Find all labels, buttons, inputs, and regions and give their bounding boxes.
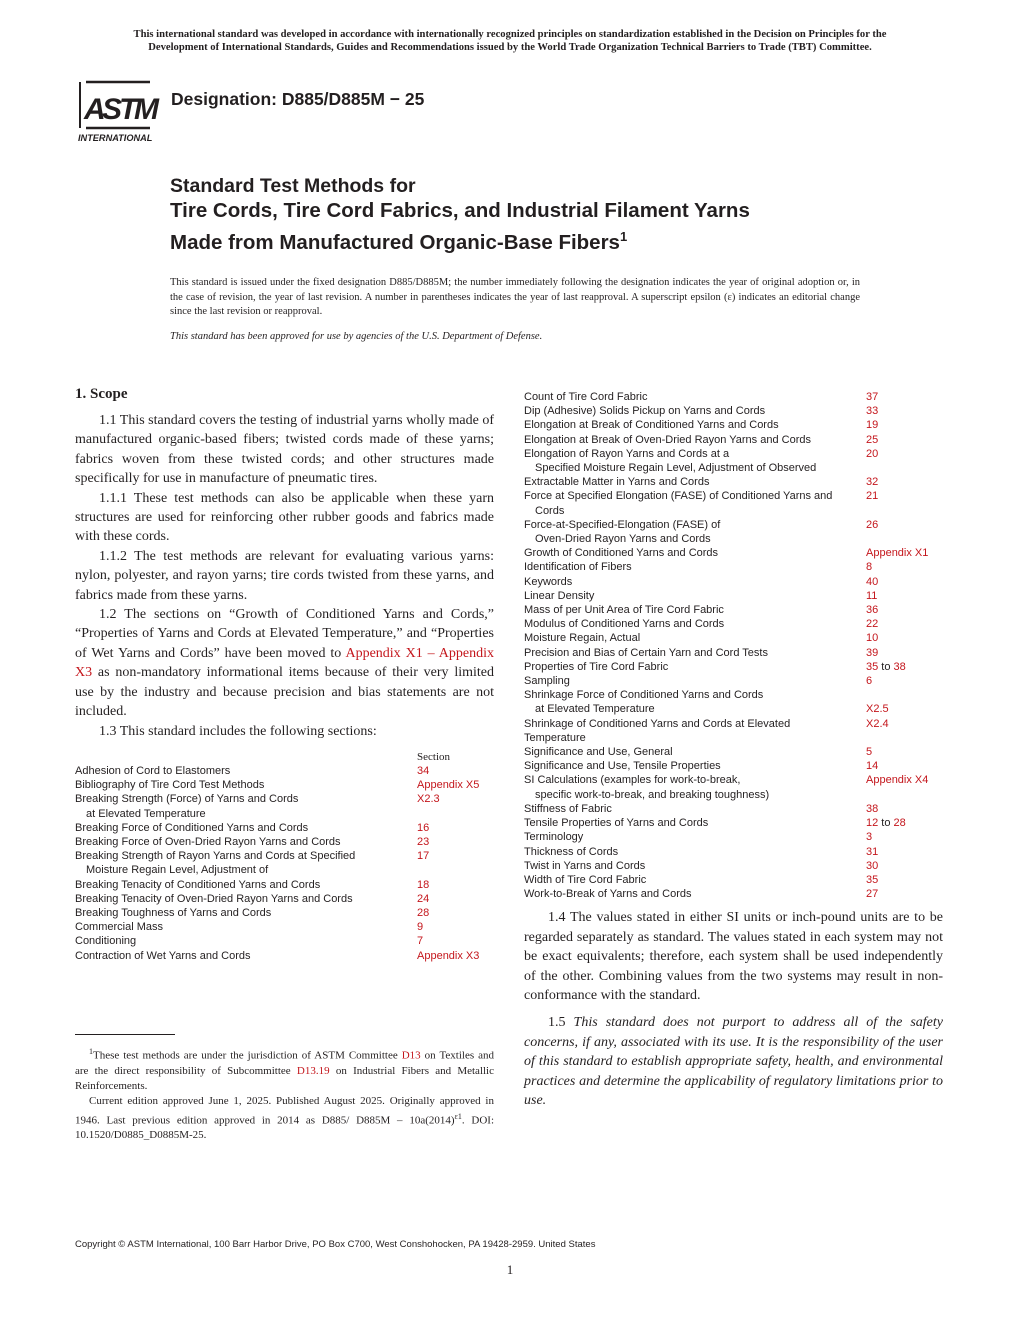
section-name-text: Breaking Toughness of Yarns and Cords [75, 906, 272, 919]
section-link[interactable]: 19 [866, 419, 879, 432]
section-link[interactable]: 30 [866, 859, 879, 872]
scope-heading: 1. Scope [75, 386, 128, 402]
section-ref [866, 518, 878, 546]
wto-notice-line2: Development of International Standards, Guides and Recommendations issued by the World Trade Organization Technical Barriers to Trade (TBT) Committee. [148, 42, 872, 53]
section-name [524, 688, 866, 716]
section-link[interactable]: 23 [417, 835, 430, 848]
section-name-text: Growth of Conditioned Yarns and Cords [524, 547, 719, 560]
section-name-text: Significance and Use, Tensile Properties [524, 760, 721, 773]
section-name-text: Twist in Yarns and Cords [524, 859, 646, 872]
section-link[interactable]: 17 [417, 850, 430, 863]
section-row [524, 433, 943, 447]
section-name [75, 920, 417, 934]
section-name-text: Breaking Strength (Force) of Yarns and Cords [75, 793, 299, 806]
section-name [75, 835, 417, 849]
section-name [524, 646, 866, 660]
section-name [75, 892, 417, 906]
section-range-word: to [878, 817, 894, 830]
section-row [75, 892, 494, 906]
section-name [75, 764, 417, 778]
section-ref [866, 433, 878, 447]
footnote-1 [75, 1044, 494, 1094]
section-link[interactable]: 28 [417, 906, 430, 919]
section-name [75, 949, 417, 963]
section-link[interactable]: 39 [866, 646, 879, 659]
section-ref [866, 404, 878, 418]
para-1-2 [75, 605, 494, 721]
section-ref [417, 778, 479, 792]
section-name-continuation: at Elevated Temperature [535, 703, 655, 716]
section-name-text: Keywords [524, 575, 573, 588]
section-name-text: Breaking Force of Conditioned Yarns and Cords [75, 821, 309, 834]
section-name [75, 934, 417, 948]
section-row [75, 934, 494, 948]
section-ref [866, 873, 878, 887]
section-ref [866, 660, 906, 674]
section-row [524, 390, 943, 404]
section-ref [866, 845, 878, 859]
section-row [524, 688, 943, 716]
section-row [524, 816, 943, 830]
section-link[interactable]: 5 [866, 746, 873, 759]
section-name-text: Moisture Regain, Actual [524, 632, 641, 645]
section-name [524, 560, 866, 574]
section-name [524, 433, 866, 447]
para-1-2-text-b: as non-mandatory informational items because of their very limited use by the industry and because precision and bias statements are not included. [75, 665, 494, 720]
para-1-3: 1.3 This standard includes the following sections: [99, 723, 377, 739]
section-name-text: Breaking Force of Oven-Dried Rayon Yarns and Cords [75, 835, 341, 848]
section-name-text: Commercial Mass [75, 921, 164, 934]
section-link[interactable]: 14 [866, 760, 879, 773]
section-name-text: Properties of Tire Cord Fabric [524, 660, 669, 673]
section-name [524, 887, 866, 901]
issuance-note: This standard is issued under the fixed designation D885/D885M; the number immediately following the designation indicates the year of original adoption or, in the case of revision, the year of last revision. A number in parentheses indicates the year of last reapproval. A superscript epsilon (ε) indicates an editorial change since the last revision or reapproval. [170, 277, 860, 318]
section-name-text: Extractable Matter in Yarns and Cords [524, 476, 710, 489]
footnote-1-text-c: on Industrial Fibers and Metallic Reinforcements. [75, 1064, 494, 1092]
section-ref [866, 759, 878, 773]
wto-notice-line1: This international standard was developed in accordance with internationally recognized principles on standardization established in the Decision on Principles for the [133, 29, 887, 40]
section-link[interactable]: 33 [866, 405, 879, 418]
section-name-text: Adhesion of Cord to Elastomers [75, 764, 231, 777]
footnote-2 [75, 1094, 494, 1144]
section-name-text: Conditioning [75, 935, 137, 948]
section-name [524, 390, 866, 404]
section-link[interactable]: Appendix X3 [417, 949, 480, 962]
section-name [524, 631, 866, 645]
section-name-text: Mass of per Unit Area of Tire Cord Fabric [524, 604, 724, 617]
section-row [75, 792, 494, 820]
section-name-continuation: at Elevated Temperature [86, 807, 206, 820]
section-link[interactable]: 27 [866, 888, 879, 901]
section-ref [866, 802, 878, 816]
section-ref [866, 830, 872, 844]
para-1-4: 1.4 The values stated in either SI units or inch-pound units are to be regarded separately as standard. The values stated in each system may not be exact equivalents; therefore, each system shall be used independently of the other. Combining values from the two systems may result in non-conformance with the standard. [524, 910, 943, 1003]
section-name-text: SI Calculations (examples for work-to-break, [524, 774, 741, 787]
section-link[interactable]: 38 [893, 660, 906, 673]
section-name [524, 447, 866, 475]
footnotes [75, 1044, 494, 1143]
section-row [524, 674, 943, 688]
logo-letter-t: T [119, 93, 138, 126]
section-ref [866, 688, 889, 716]
page-number: 1 [506, 1262, 514, 1277]
section-name-text: Sampling [524, 675, 570, 688]
logo-letter-a: A [84, 93, 106, 126]
section-ref [866, 447, 878, 475]
section-link[interactable]: 38 [866, 802, 879, 815]
footnote-2-text-a: Current edition approved June 1, 2025. Published August 2025. Originally approved in 1946. Last previous edition approved in 2014 as D885/ D885M – 10a(2014) [75, 1094, 494, 1127]
section-ref [417, 934, 423, 948]
para-1-1-2: 1.1.2 The test methods are relevant for evaluating various yarns: nylon, polyester, and rayon yarns; tire cords twisted from these yarns, and fabrics made from these yarns. [75, 548, 494, 603]
section-row [524, 617, 943, 631]
section-name-text: Shrinkage of Conditioned Yarns and Cords at Elevated [524, 717, 791, 730]
section-row [524, 518, 943, 546]
section-ref [866, 646, 878, 660]
section-link[interactable]: X2.3 [417, 793, 440, 806]
section-row [524, 759, 943, 773]
section-ref [866, 418, 878, 432]
section-name-continuation: specific work-to-break, and breaking toughness) [535, 788, 770, 801]
section-name [524, 759, 866, 773]
section-ref [866, 617, 878, 631]
section-name [524, 845, 866, 859]
section-row [524, 404, 943, 418]
section-name-text: Elongation of Rayon Yarns and Cords at a [524, 447, 730, 460]
section-ref [417, 906, 429, 920]
section-name-text: Force-at-Specified-Elongation (FASE) of [524, 518, 721, 531]
section-row [524, 717, 943, 745]
section-name [524, 546, 866, 560]
section-name-text: Breaking Strength of Rayon Yarns and Cords at Specified [75, 850, 356, 863]
section-link[interactable]: 34 [417, 764, 430, 777]
section-name-text: Tensile Properties of Yarns and Cords [524, 817, 709, 830]
logo-word: INTERNATIONAL [78, 133, 153, 143]
section-row [524, 603, 943, 617]
copyright: Copyright © ASTM International, 100 Barr Harbor Drive, PO Box C700, West Conshohocken, PA 19428-2959. United States [75, 1239, 596, 1250]
section-link[interactable]: 37 [866, 391, 879, 403]
section-link[interactable]: 3 [866, 831, 873, 844]
para-1-2-text-a: 1.2 The sections on “Growth of Conditioned Yarns and Cords,” “Properties of Yarns and Cords at Elevated Temperature,” and “Properties of Wet Yarns and Cords” have been moved to [75, 607, 494, 661]
section-link[interactable]: 11 [866, 589, 878, 602]
section-name [75, 778, 417, 792]
section-name [524, 617, 866, 631]
section-name-continuation: Temperature [524, 731, 586, 744]
section-ref [866, 717, 889, 745]
section-name [524, 830, 866, 844]
document-title [170, 174, 950, 256]
section-name [524, 873, 866, 887]
footnote-1-mark: 1 [89, 1047, 93, 1056]
section-row [524, 418, 943, 432]
section-link[interactable]: 9 [417, 921, 424, 934]
section-name [75, 849, 417, 877]
section-ref [866, 575, 878, 589]
section-name [524, 802, 866, 816]
section-name-text: Identification of Fibers [524, 561, 632, 574]
section-name-text: Work-to-Break of Yarns and Cords [524, 888, 692, 901]
section-link[interactable]: 32 [866, 476, 879, 489]
para-1-1-1: 1.1.1 These test methods can also be applicable when these yarn structures are used for reinforcing other rubber goods and fabrics made with these cords. [75, 490, 494, 545]
section-link[interactable]: 36 [866, 604, 879, 617]
section-ref [866, 887, 878, 901]
section-name-text: Dip (Adhesive) Solids Pickup on Yarns and Cords [524, 405, 766, 418]
section-row [524, 859, 943, 873]
section-name [524, 404, 866, 418]
section-name-continuation: Cords [535, 504, 565, 517]
section-name-text: Precision and Bias of Certain Yarn and Cord Tests [524, 646, 768, 659]
section-row [524, 589, 943, 603]
section-row [524, 489, 943, 517]
section-link[interactable]: X2.5 [866, 703, 889, 716]
section-ref [417, 764, 429, 778]
section-row [75, 764, 494, 778]
section-link[interactable]: 20 [866, 447, 879, 460]
section-link[interactable]: 22 [866, 618, 879, 631]
section-name-text: Linear Density [524, 589, 595, 602]
section-name-text: Shrinkage Force of Conditioned Yarns and Cords [524, 689, 764, 702]
astm-logo [76, 74, 160, 146]
section-ref [417, 878, 429, 892]
section-row [524, 575, 943, 589]
section-name-continuation: Oven-Dried Rayon Yarns and Cords [535, 533, 711, 546]
section-row [75, 849, 494, 877]
section-name-text: Width of Tire Cord Fabric [524, 873, 647, 886]
section-row [524, 660, 943, 674]
section-ref [417, 920, 423, 934]
logo-letter-s: S [102, 93, 123, 126]
section-ref [417, 835, 429, 849]
subcommittee-link[interactable]: D13.19 [296, 1064, 330, 1077]
section-ref [866, 489, 878, 517]
section-name [524, 489, 866, 517]
section-ref [866, 631, 878, 645]
section-link[interactable]: 7 [417, 935, 424, 948]
section-name [524, 773, 866, 801]
section-name [524, 859, 866, 873]
section-list-left [75, 764, 494, 963]
section-row [524, 802, 943, 816]
section-name [524, 575, 866, 589]
section-row [75, 878, 494, 892]
section-link[interactable]: 12 [866, 817, 879, 830]
section-link[interactable]: 21 [866, 490, 879, 503]
section-ref [866, 475, 878, 489]
section-ref [866, 674, 872, 688]
section-row [75, 906, 494, 920]
section-ref [866, 589, 877, 603]
para-1-5-text: This standard does not purport to address all of the safety concerns, if any, associated with its use. It is the responsibility of the user of this standard to establish appropriate safety, health, and environmental practices and determine the applicability of regulatory limitations prior to use. [524, 1015, 944, 1108]
committee-link[interactable]: D13 [401, 1049, 421, 1062]
section-link[interactable]: 35 [866, 660, 879, 673]
section-name [524, 603, 866, 617]
section-name-text: Force at Specified Elongation (FASE) of Conditioned Yarns and [524, 490, 833, 503]
section-name [524, 745, 866, 759]
section-row [524, 546, 943, 560]
footnote-1-text-b: on Textiles and are the direct responsibility of Subcommittee [75, 1049, 494, 1077]
section-row [524, 845, 943, 859]
section-row [75, 821, 494, 835]
section-link[interactable]: 28 [893, 817, 906, 830]
section-link[interactable]: 24 [417, 892, 430, 905]
logo-letter-m: M [134, 93, 159, 126]
section-ref [417, 821, 429, 835]
title-line3-text: Made from Manufactured Organic-Base Fibers [170, 230, 620, 254]
section-list-right [524, 390, 943, 901]
section-name [524, 518, 866, 546]
section-link[interactable]: 26 [866, 518, 879, 531]
section-ref [866, 773, 928, 801]
section-name-continuation: Moisture Regain Level, Adjustment of [86, 864, 269, 877]
section-row [75, 920, 494, 934]
footnote-2-sup: ε1 [454, 1111, 462, 1121]
section-name-text: Elongation at Break of Conditioned Yarns and Cords [524, 419, 779, 432]
para-1-1: 1.1 This standard covers the testing of industrial yarns wholly made of manufactured organic-based fibers; twisted cords made of these yarns; fabrics woven from these twisted cords; and other structures made specifically for use in manufacture of pneumatic tires. [75, 413, 494, 487]
section-link[interactable]: 31 [866, 845, 879, 858]
section-row [75, 835, 494, 849]
right-column [524, 390, 943, 1110]
section-name-text: Significance and Use, General [524, 746, 673, 759]
para-1-5-num: 1.5 [548, 1015, 574, 1031]
footnote-2-text-b: . DOI: 10.1520/D0885_D0885M-25. [75, 1114, 495, 1142]
section-ref [866, 603, 878, 617]
section-name [524, 717, 866, 745]
section-name-text: Elongation at Break of Oven-Dried Rayon Yarns and Cords [524, 433, 811, 446]
section-name [524, 418, 866, 432]
section-link[interactable]: 35 [866, 873, 879, 886]
section-name [75, 878, 417, 892]
section-name [524, 589, 866, 603]
section-ref [417, 849, 429, 877]
section-name-text: Stiffness of Fabric [524, 802, 612, 815]
section-link[interactable]: Appendix X4 [866, 774, 929, 787]
section-name-text: Breaking Tenacity of Conditioned Yarns and Cords [75, 878, 321, 891]
section-row [75, 778, 494, 792]
section-ref [866, 859, 878, 873]
section-name [524, 816, 866, 830]
section-link[interactable]: 40 [866, 575, 879, 588]
section-row [524, 560, 943, 574]
section-name-text: Count of Tire Cord Fabric [524, 391, 648, 403]
section-row [524, 631, 943, 645]
appendix-link[interactable]: Appendix X1 – Appendix X3 [75, 645, 495, 681]
section-link[interactable]: 10 [866, 632, 879, 645]
section-row [524, 646, 943, 660]
section-link[interactable]: X2.4 [866, 717, 889, 730]
section-ref [866, 546, 928, 560]
section-name [524, 660, 866, 674]
dod-note: This standard has been approved for use by agencies of the U.S. Department of Defense. [170, 331, 543, 342]
title-line3 [170, 224, 950, 256]
section-ref [417, 949, 479, 963]
title-line1: Standard Test Methods for [170, 175, 416, 197]
section-name [524, 674, 866, 688]
title-line2: Tire Cords, Tire Cord Fabrics, and Industrial Filament Yarns [170, 199, 750, 222]
section-name-text: Thickness of Cords [524, 845, 619, 858]
section-ref [866, 390, 878, 404]
section-range-word: to [878, 660, 894, 673]
left-column [75, 386, 494, 963]
section-name [75, 792, 417, 820]
section-row [75, 949, 494, 963]
section-name [75, 821, 417, 835]
section-ref [866, 560, 872, 574]
section-row [524, 773, 943, 801]
para-1-5 [524, 1013, 943, 1110]
section-name-text: Bibliography of Tire Cord Test Methods [75, 779, 265, 792]
section-name-text: Breaking Tenacity of Oven-Dried Rayon Yarns and Cords [75, 892, 353, 905]
section-row [524, 830, 943, 844]
section-link[interactable]: 8 [866, 561, 873, 574]
section-row [524, 447, 943, 475]
section-row [524, 745, 943, 759]
section-name [524, 475, 866, 489]
section-name [75, 906, 417, 920]
section-name-continuation: Specified Moisture Regain Level, Adjustment of Observed [535, 462, 817, 475]
section-column-head: Section [417, 750, 450, 763]
section-link[interactable]: 25 [866, 433, 879, 446]
section-name-text: Terminology [524, 831, 584, 844]
section-name-text: Modulus of Conditioned Yarns and Cords [524, 618, 725, 631]
section-link[interactable]: 18 [417, 878, 430, 891]
title-footnote-mark: 1 [619, 229, 628, 244]
wto-notice [70, 28, 950, 54]
section-link[interactable]: 16 [417, 821, 430, 834]
footnote-rule [75, 1034, 175, 1035]
section-row [524, 475, 943, 489]
section-ref [866, 745, 872, 759]
section-link[interactable]: Appendix X1 [866, 547, 929, 560]
section-ref [866, 816, 906, 830]
section-link[interactable]: Appendix X5 [417, 779, 480, 792]
section-row [524, 873, 943, 887]
section-ref [417, 892, 429, 906]
section-name-text: Contraction of Wet Yarns and Cords [75, 949, 251, 962]
section-row [524, 887, 943, 901]
section-ref [417, 792, 440, 820]
section-link[interactable]: 6 [866, 675, 873, 688]
footnote-1-text-a: These test methods are under the jurisdiction of ASTM Committee [93, 1049, 402, 1062]
designation: Designation: D885/D885M − 25 [171, 89, 425, 109]
